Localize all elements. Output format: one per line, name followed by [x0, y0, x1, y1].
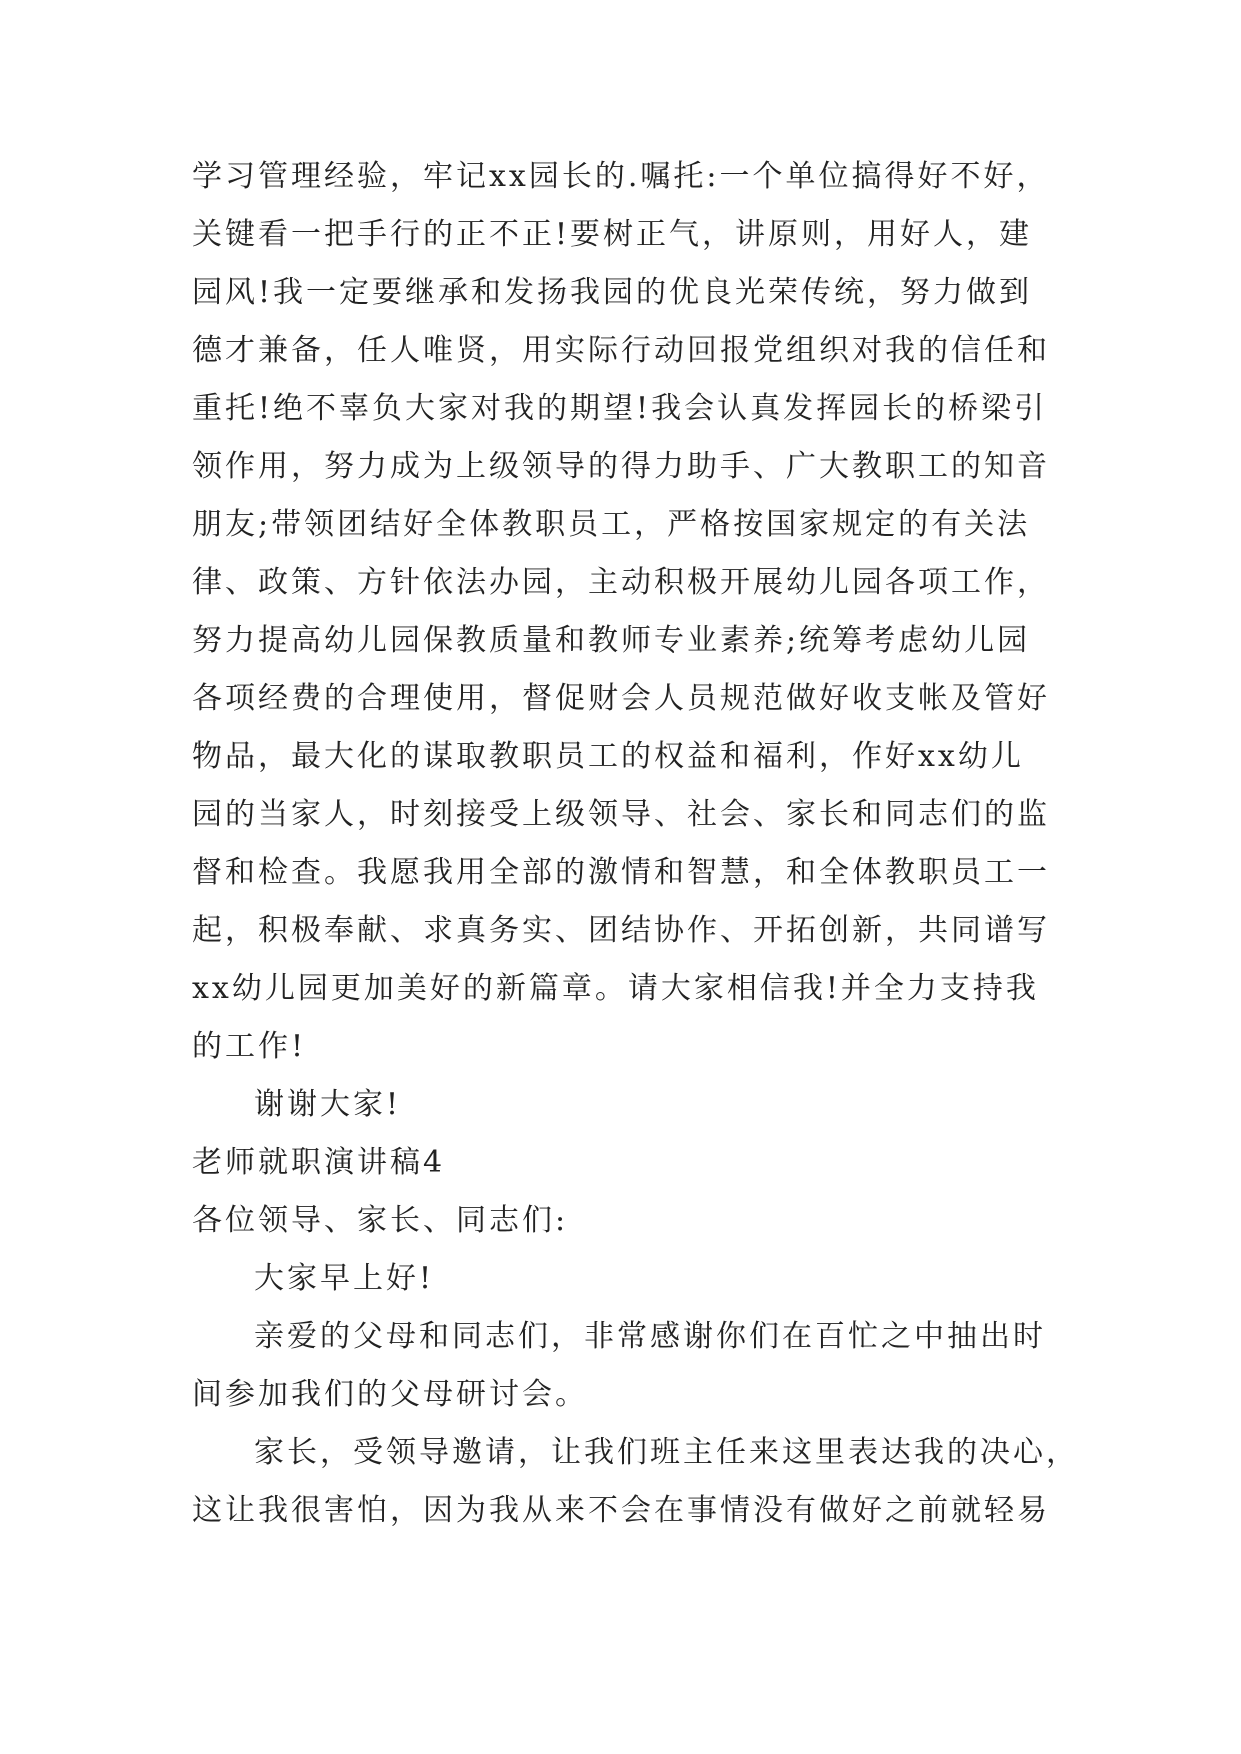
text-line: 关键看一把手行的正不正!要树正气，讲原则，用好人，建 [192, 217, 1033, 252]
greeting-line: 大家早上好! [254, 1261, 435, 1296]
closing-line: 谢谢大家! [254, 1087, 402, 1122]
text-line: 的工作! [192, 1029, 307, 1064]
text-line: 间参加我们的父母研讨会。 [192, 1377, 588, 1412]
text-line: 园的当家人，时刻接受上级领导、社会、家长和同志们的监 [192, 797, 1050, 832]
text-line: 律、政策、方针依法办园，主动积极开展幼儿园各项工作， [192, 565, 1050, 600]
text-line: xx幼儿园更加美好的新篇章。请大家相信我!并全力支持我 [192, 971, 1039, 1006]
text-line: 园风!我一定要继承和发扬我园的优良光荣传统，努力做到 [192, 275, 1033, 310]
text-line: 各项经费的合理使用，督促财会人员规范做好收支帐及管好 [192, 681, 1050, 716]
salutation: 各位领导、家长、同志们: [192, 1203, 569, 1238]
text-line: 朋友;带领团结好全体教职员工，严格按国家规定的有关法 [192, 507, 1031, 542]
text-line: 物品，最大化的谋取教职员工的权益和福利，作好xx幼儿 [192, 739, 1024, 774]
section-heading: 老师就职演讲稿4 [192, 1145, 446, 1180]
document-body [192, 148, 1079, 1540]
text-line: 这让我很害怕，因为我从来不会在事情没有做好之前就轻易 [192, 1493, 1050, 1528]
text-line: 重托!绝不辜负大家对我的期望!我会认真发挥园长的桥梁引 [192, 391, 1048, 426]
text-line: 学习管理经验，牢记xx园长的.嘱托:一个单位搞得好不好， [192, 159, 1050, 194]
text-line: 德才兼备，任人唯贤，用实际行动回报党组织对我的信任和 [192, 333, 1050, 368]
text-line: 亲爱的父母和同志们，非常感谢你们在百忙之中抽出时 [254, 1319, 1046, 1354]
text-line: 督和检查。我愿我用全部的激情和智慧，和全体教职员工一 [192, 855, 1050, 890]
text-line: 家长，受领导邀请，让我们班主任来这里表达我的决心， [254, 1435, 1079, 1470]
text-line: 起，积极奉献、求真务实、团结协作、开拓创新，共同谱写 [192, 913, 1050, 948]
text-line: 努力提高幼儿园保教质量和教师专业素养;统筹考虑幼儿园 [192, 623, 1031, 658]
text-line: 领作用，努力成为上级领导的得力助手、广大教职工的知音 [192, 449, 1050, 484]
